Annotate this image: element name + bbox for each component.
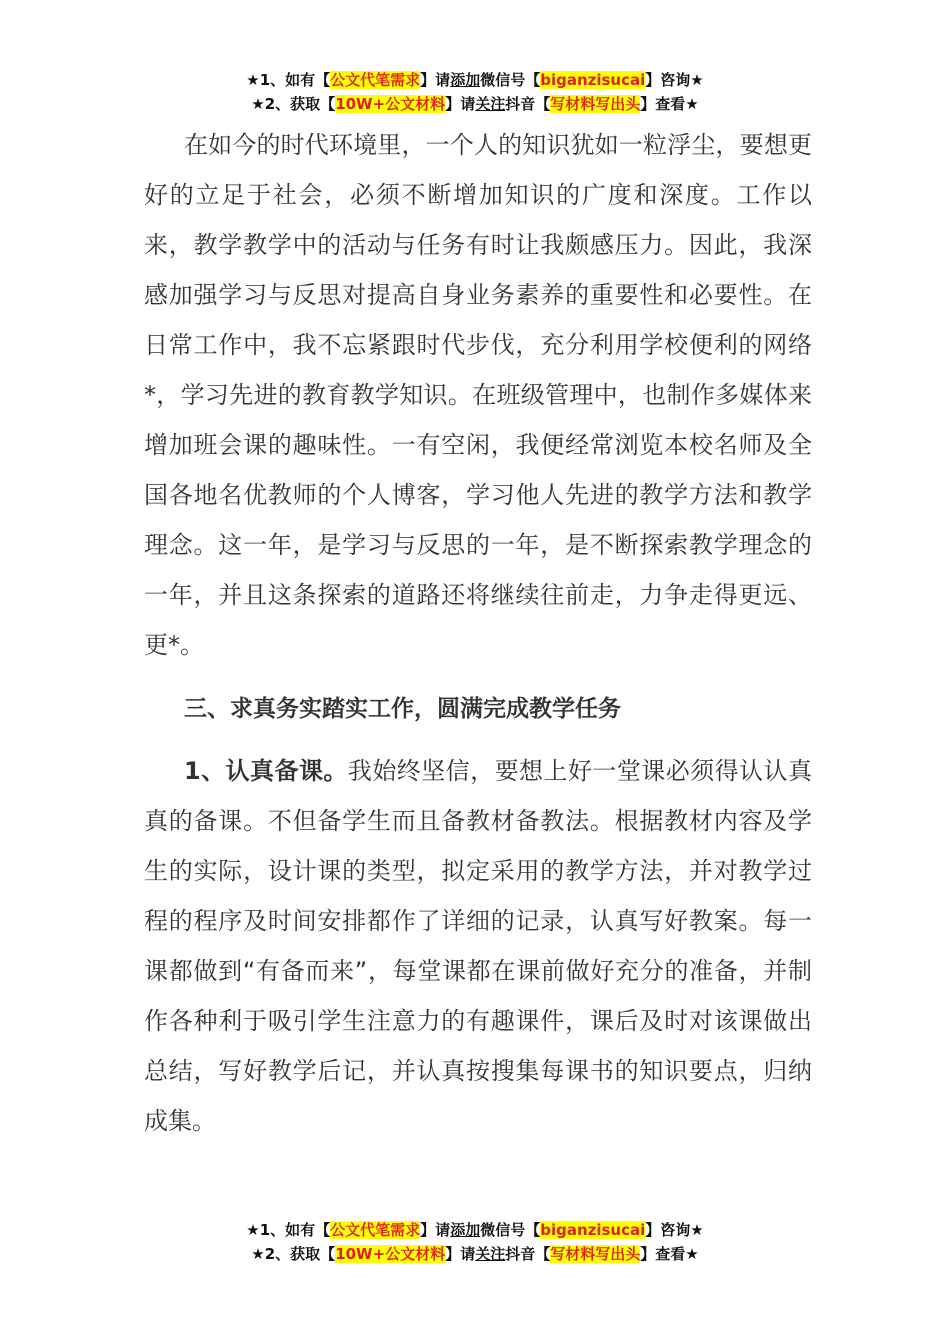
wechat-id: biganzisucai	[540, 1221, 646, 1239]
promo-text: 抖音【	[505, 1245, 551, 1263]
promo-text: 】查看★	[640, 1245, 699, 1263]
promo-text: 】请	[445, 95, 476, 113]
item-text: 我始终坚信，要想上好一堂课必须得认认真真的备课。不但备学生而且备教材备教法。根据教材内容及学生的实际，设计课的类型，拟定采用的教学方法，并对教学过程的程序及时间安排都作了详细的记录，认真写好教案。每一课都做到“有备而来”，每堂课都在课前做好充分的准备，并制作各种利于吸引学生注意力的有趣课件，课后及时对该课做出总结，写好教学后记，并认真按搜集每课书的知识要点，归纳成集。	[144, 757, 813, 1135]
promo-text: 微信号【	[480, 1221, 541, 1239]
promo-highlight: 公文代笔需求	[330, 1221, 421, 1239]
promo-line-2	[0, 92, 950, 116]
promo-text: 】咨询★	[645, 1221, 704, 1239]
promo-underline: 添加	[450, 71, 481, 89]
promo-line-1	[0, 1218, 950, 1242]
promo-text: 微信号【	[480, 71, 541, 89]
body-paragraph: 在如今的时代环境里，一个人的知识犹如一粒浮尘，要想更好的立足于社会，必须不断增加知识的广度和深度。工作以来，教学教学中的活动与任务有时让我颇感压力。因此，我深感加强学习与反思对提高自身业务素养的重要性和必要性。在日常工作中，我不忘紧跟时代步伐，充分利用学校便利的网络*，学习先进的教育教学知识。在班级管理中，也制作多媒体来增加班会课的趣味性。一有空闲，我便经常浏览本校名师及全国各地名优教师的个人博客，学习他人先进的教学方法和教学理念。这一年，是学习与反思的一年，是不断探索教学理念的一年，并且这条探索的道路还将继续往前走，力争走得更远、更*。	[144, 131, 812, 659]
item-lead: 1、认真备课。	[184, 757, 348, 785]
promo-text: ★2、获取【	[251, 1245, 336, 1263]
promo-highlight: 10W+公文材料	[335, 95, 446, 113]
promo-highlight: 10W+公文材料	[335, 1245, 446, 1263]
promo-line-2	[0, 1242, 950, 1266]
promo-text: 】请	[420, 71, 451, 89]
promo-underline: 添加	[450, 1221, 481, 1239]
promo-highlight: 公文代笔需求	[330, 71, 421, 89]
promo-text: ★1、如有【	[246, 71, 331, 89]
promo-text: 】请	[420, 1221, 451, 1239]
promo-line-1	[0, 68, 950, 92]
promo-underline: 关注	[475, 1245, 506, 1263]
document-body	[144, 120, 812, 1146]
douyin-account: 写材料写出头	[550, 95, 641, 113]
douyin-account: 写材料写出头	[550, 1245, 641, 1263]
section-heading: 三、求真务实踏实工作，圆满完成教学任务	[184, 696, 621, 722]
wechat-id: biganzisucai	[540, 71, 646, 89]
promo-text: 】请	[445, 1245, 476, 1263]
footer-promo-banner	[0, 1218, 950, 1266]
promo-text: 】查看★	[640, 95, 699, 113]
promo-text: ★1、如有【	[246, 1221, 331, 1239]
list-item-paragraph	[144, 746, 812, 1146]
header-promo-banner	[0, 68, 950, 116]
promo-underline: 关注	[475, 95, 506, 113]
promo-text: 】咨询★	[645, 71, 704, 89]
promo-text: ★2、获取【	[251, 95, 336, 113]
promo-text: 抖音【	[505, 95, 551, 113]
